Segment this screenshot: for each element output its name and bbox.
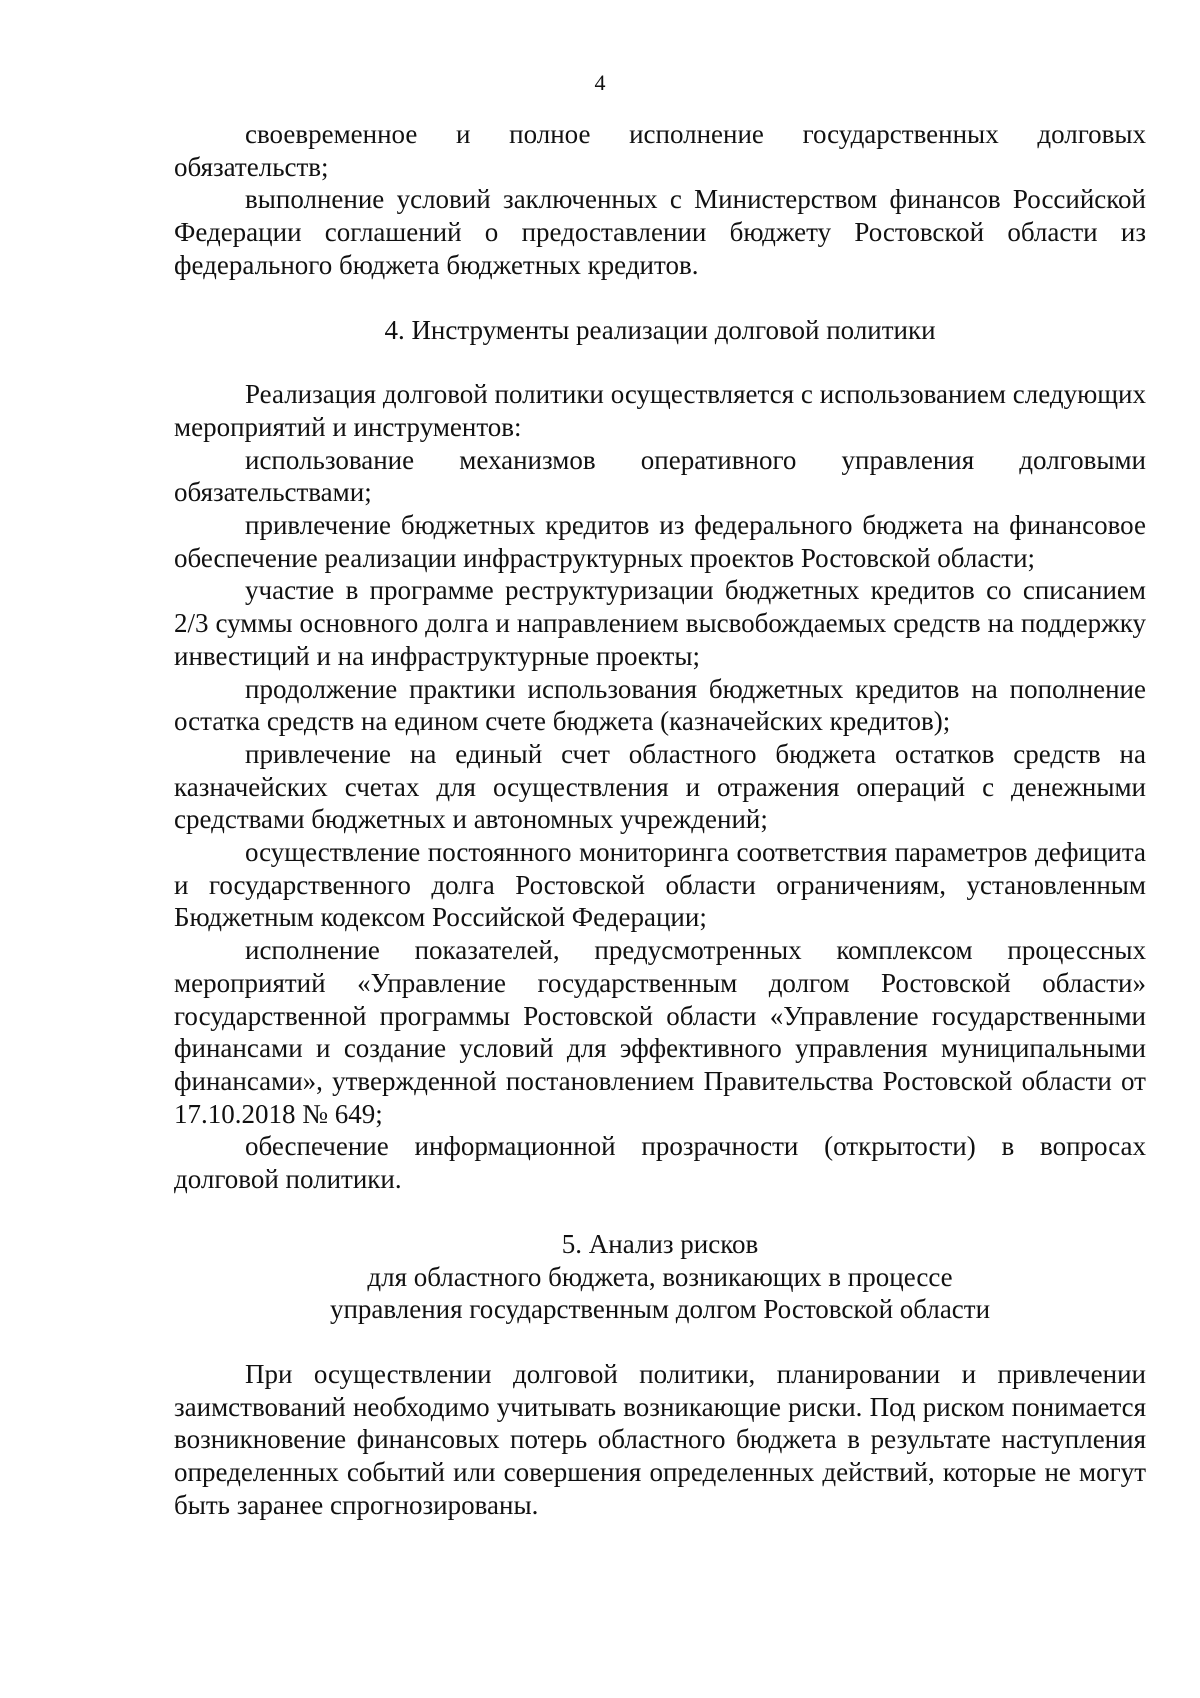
paragraph: осуществление постоянного мониторинга соответствия параметров дефицита и государственного долга Ростовской области ограничениям, установленным Бюджетным кодексом Российской Федерации; [174,837,1146,933]
paragraph: Реализация долговой политики осуществляется с использованием следующих мероприятий и инструментов: [174,379,1146,442]
document-body [174,118,1146,1521]
paragraph: обеспечение информационной прозрачности (открытости) в вопросах долговой политики. [174,1131,1146,1195]
paragraph: исполнение показателей, предусмотренных комплексом процессных мероприятий «Управление государственным долгом Ростовской области» государственной программы Ростовской области «Управление государственными финансами и создание условий для эффективного управления муниципальными финансами», утвержденной постановлением Правительства Ростовской области от 17.10.2018 № 649; [174,935,1146,1129]
paragraph: При осуществлении долговой политики, планировании и привлечении заимствований необходимо учитывать возникающие риски. Под риском понимается возникновение финансовых потерь областного бюджета в результате наступления определенных событий или совершения определенных действий, которые не могут быть заранее спрогнозированы. [174,1358,1146,1520]
paragraph: выполнение условий заключенных с Министерством финансов Российской Федерации соглашений о предоставлении бюджету Ростовской области из федерального бюджета бюджетных кредитов. [174,184,1146,280]
paragraph: продолжение практики использования бюджетных кредитов на пополнение остатка средств на едином счете бюджета (казначейских кредитов); [174,673,1146,737]
section-5-heading-line: для областного бюджета, возникающих в процессе [367,1261,953,1292]
paragraph: использование механизмов оперативного управления долговыми обязательствами; [174,444,1146,508]
page-number: 4 [594,70,606,95]
section-5-heading-line: управления государственным долгом Ростовской области [329,1294,991,1325]
section-5-heading [174,1228,1146,1326]
paragraph: привлечение бюджетных кредитов из федерального бюджета на финансовое обеспечение реализации инфраструктурных проектов Ростовской области; [174,510,1146,573]
paragraph: участие в программе реструктуризации бюджетных кредитов со списанием 2/3 суммы основного долга и направлением высвобождаемых средств на поддержку инвестиций и на инфраструктурные проекты; [174,575,1146,671]
paragraph: привлечение на единый счет областного бюджета остатков средств на казначейских счетах для осуществления и отражения операций с денежными средствами бюджетных и автономных учреждений; [174,738,1146,835]
section-5-heading-line: 5. Анализ рисков [561,1228,759,1259]
paragraph: своевременное и полное исполнение государственных долговых обязательств; [174,119,1146,182]
section-4-heading: 4. Инструменты реализации долговой политики [384,314,936,345]
